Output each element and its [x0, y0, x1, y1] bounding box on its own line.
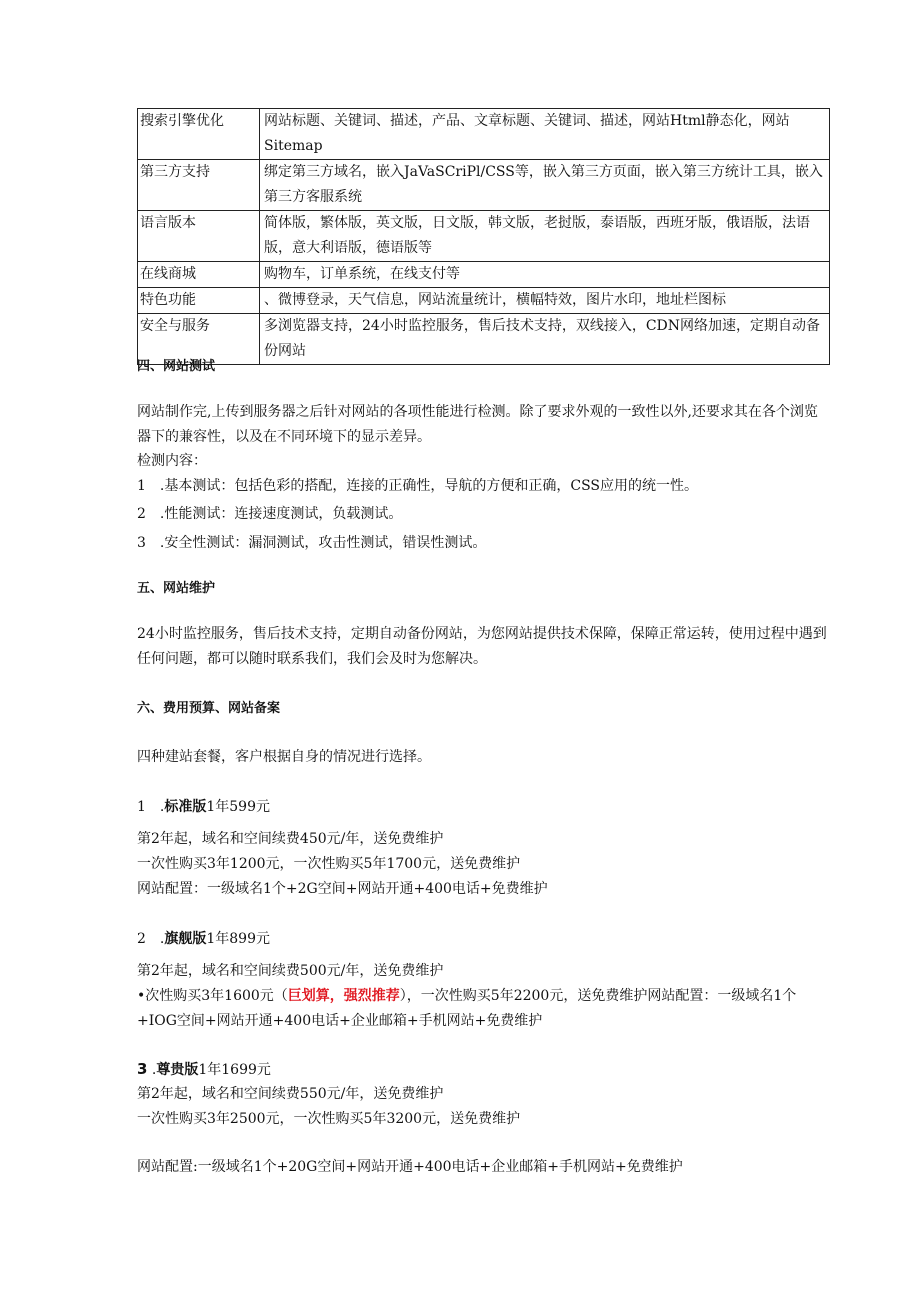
- section-heading-budget: 六、费用预算、网站备案: [137, 701, 281, 716]
- testing-intro: 网站制作完,上传到服务器之后针对网站的各项性能进行检测。除了要求外观的一致性以外,还要求其在各个浏览器下的兼容性，以及在不同环境下的显示差异。: [137, 404, 818, 445]
- testing-item: 2 .性能测试：连接速度测试，负载测试。: [137, 506, 403, 522]
- table-row: [138, 160, 830, 211]
- promo-suffix: ），一次性购买5年2200元，送免费维护网站配置：一级域名1个+IOG空间+网站开通+400电话+企业邮箱+手机网站+免费维护: [137, 988, 797, 1029]
- feature-label: 特色功能: [138, 288, 260, 314]
- testing-content-label: 检测内容：: [137, 453, 207, 469]
- table-row: [138, 288, 830, 314]
- promo-prefix: •次性购买3年1600元（: [137, 988, 288, 1004]
- plan-number: 3: [137, 1060, 148, 1078]
- plan-price: 1年899元: [206, 931, 270, 947]
- table-row: [138, 314, 830, 365]
- section-heading-maintenance: 五、网站维护: [137, 581, 216, 596]
- plan-config: 网站配置:一级域名1个+20G空间+网站开通+400电话+企业邮箱+手机网站+免费维护: [137, 1159, 683, 1175]
- plan-detail: 第2年起，域名和空间续费550元/年，送免费维护: [137, 1086, 444, 1102]
- plan-detail: 网站配置：一级域名1个+2G空间+网站开通+400电话+免费维护: [137, 881, 548, 897]
- feature-label: 安全与服务: [138, 314, 260, 365]
- feature-value: 购物车，订单系统，在线支付等: [260, 262, 830, 288]
- plan-name: 尊贵版: [156, 1062, 199, 1078]
- plan-title: [137, 1059, 271, 1080]
- plan-number-dot: .: [147, 1062, 157, 1078]
- table-row: [138, 211, 830, 262]
- table-row: [138, 262, 830, 288]
- plan-detail-promo: [137, 984, 820, 1034]
- feature-value: 网站标题、关键词、描述，产品、文章标题、关键词、描述，网站Html静态化，网站Sitemap: [260, 109, 830, 160]
- plan-name: 标准版: [164, 799, 207, 815]
- plan-detail: 第2年起，域名和空间续费500元/年，送免费维护: [137, 963, 444, 979]
- plan-detail: 一次性购买3年1200元，一次性购买5年1700元，送免费维护: [137, 856, 521, 872]
- feature-value: 简体版，繁体版，英文版，日文版，韩文版，老挝版，泰语版，西班牙版，俄语版，法语版，意大利语版，德语版等: [260, 211, 830, 262]
- plan-price: 1年1699元: [198, 1062, 271, 1078]
- promo-highlight: 巨划算，强烈推荐: [287, 988, 400, 1004]
- plan-name: 旗舰版: [164, 931, 207, 947]
- plan-price: 1年599元: [206, 799, 270, 815]
- plan-detail: 第2年起，域名和空间续费450元/年，送免费维护: [137, 831, 444, 847]
- testing-item: 1 .基本测试：包括色彩的搭配，连接的正确性，导航的方便和正确，CSS应用的统一性。: [137, 478, 699, 494]
- budget-intro: 四种建站套餐，客户根据自身的情况进行选择。: [137, 749, 431, 765]
- plan-title: [137, 797, 270, 817]
- feature-value: 、微博登录，天气信息，网站流量统计，横幅特效，图片水印，地址栏图标: [260, 288, 830, 314]
- plan-detail: 一次性购买3年2500元，一次性购买5年3200元，送免费维护: [137, 1111, 521, 1127]
- plan-number: 1 .: [137, 799, 165, 815]
- plan-title: [137, 929, 270, 949]
- feature-label: 语言版本: [138, 211, 260, 262]
- testing-item: 3 .安全性测试：漏洞测试，攻击性测试，错误性测试。: [137, 535, 487, 551]
- feature-label: 搜索引擎优化: [138, 109, 260, 160]
- maintenance-body: 24小时监控服务，售后技术支持，定期自动备份网站，为您网站提供技术保障，保障正常运转，使用过程中遇到任何问题，都可以随时联系我们，我们会及时为您解决。: [137, 626, 827, 667]
- feature-table: [137, 108, 830, 365]
- table-row: [138, 109, 830, 160]
- feature-value: 绑定第三方域名，嵌入JaVaSCriPl/CSS等，嵌入第三方页面，嵌入第三方统计工具，嵌入第三方客服系统: [260, 160, 830, 211]
- feature-label: 在线商城: [138, 262, 260, 288]
- plan-number: 2 .: [137, 931, 165, 947]
- feature-label: 第三方支持: [138, 160, 260, 211]
- feature-value: 多浏览器支持，24小时监控服务，售后技术支持，双线接入，CDN网络加速，定期自动备份网站: [260, 314, 830, 365]
- section-heading-testing: 四、网站测试: [137, 359, 216, 374]
